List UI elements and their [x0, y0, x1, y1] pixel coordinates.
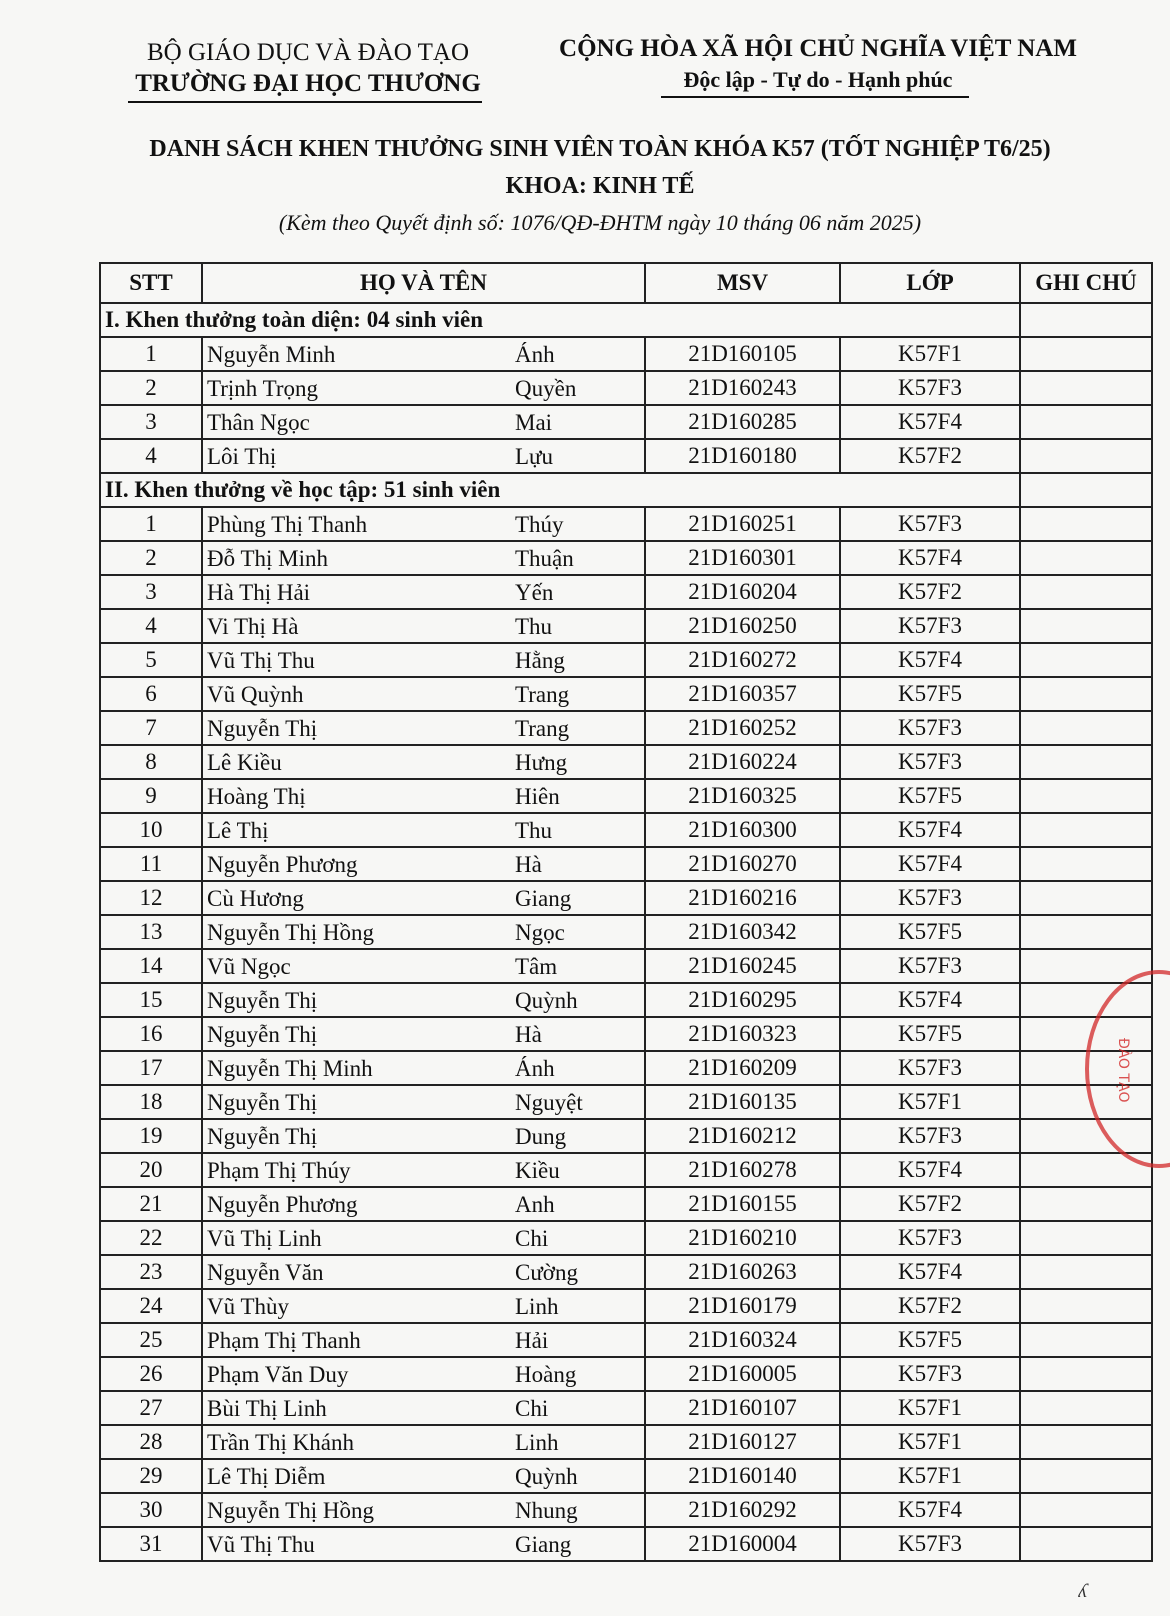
note-cell [1020, 1391, 1152, 1425]
stt-cell: 6 [100, 677, 202, 711]
note-cell [1020, 711, 1152, 745]
name-cell [202, 1493, 645, 1527]
student-id-cell: 21D160270 [645, 847, 840, 881]
class-cell: K57F4 [840, 1255, 1020, 1289]
family-name: Nguyễn Văn [207, 1260, 324, 1285]
name-cell [202, 1527, 645, 1561]
table-row [100, 1255, 1152, 1289]
family-name: Hà Thị Hải [207, 580, 311, 605]
family-name: Nguyễn Thị [207, 1124, 318, 1149]
table-row [100, 1017, 1152, 1051]
student-id-cell: 21D160179 [645, 1289, 840, 1323]
family-name: Lôi Thị [207, 444, 277, 469]
stt-cell: 8 [100, 745, 202, 779]
family-name: Phùng Thị Thanh [207, 512, 368, 537]
stt-cell: 24 [100, 1289, 202, 1323]
class-cell: K57F4 [840, 405, 1020, 439]
family-name: Vũ Thị Thu [207, 648, 315, 673]
family-name: Nguyễn Thị [207, 1090, 318, 1115]
name-cell [202, 371, 645, 405]
family-name: Đỗ Thị Minh [207, 546, 328, 571]
student-id-cell: 21D160285 [645, 405, 840, 439]
table-row [100, 575, 1152, 609]
name-cell [202, 1255, 645, 1289]
student-id-cell: 21D160250 [645, 609, 840, 643]
family-name: Nguyễn Phương [207, 852, 358, 877]
table-row [100, 439, 1152, 473]
class-cell: K57F3 [840, 711, 1020, 745]
note-cell [1020, 1459, 1152, 1493]
stt-cell: 11 [100, 847, 202, 881]
student-id-cell: 21D160209 [645, 1051, 840, 1085]
student-id-cell: 21D160107 [645, 1391, 840, 1425]
stt-cell: 10 [100, 813, 202, 847]
family-name: Hoàng Thị [207, 784, 306, 809]
student-id-cell: 21D160155 [645, 1187, 840, 1221]
name-cell [202, 439, 645, 473]
class-cell: K57F3 [840, 1357, 1020, 1391]
given-name: Linh [515, 1294, 559, 1319]
family-name: Lê Kiều [207, 750, 282, 775]
name-cell [202, 1119, 645, 1153]
stt-cell: 4 [100, 609, 202, 643]
given-name: Ngọc [515, 920, 565, 945]
header-left [128, 38, 488, 100]
stt-cell: 21 [100, 1187, 202, 1221]
student-id-cell: 21D160180 [645, 439, 840, 473]
table-row [100, 643, 1152, 677]
name-cell [202, 949, 645, 983]
class-cell: K57F1 [840, 1391, 1020, 1425]
name-cell [202, 575, 645, 609]
table-row [100, 1493, 1152, 1527]
given-name: Lựu [515, 444, 554, 469]
note-cell [1020, 745, 1152, 779]
name-cell [202, 1425, 645, 1459]
note-cell [1020, 405, 1152, 439]
name-cell [202, 1085, 645, 1119]
class-cell: K57F3 [840, 1051, 1020, 1085]
student-id-cell: 21D160272 [645, 643, 840, 677]
family-name: Lê Thị [207, 818, 269, 843]
family-name: Vũ Thị Thu [207, 1532, 315, 1557]
given-name: Trang [515, 716, 570, 741]
student-id-cell: 21D160135 [645, 1085, 840, 1119]
given-name: Giang [515, 1532, 572, 1557]
class-cell: K57F1 [840, 1459, 1020, 1493]
stamp-text: ĐÀO TẠO [1115, 1038, 1131, 1103]
table-row [100, 609, 1152, 643]
stt-cell: 4 [100, 439, 202, 473]
class-cell: K57F1 [840, 1425, 1020, 1459]
family-name: Nguyễn Thị [207, 1022, 318, 1047]
country-name: CỘNG HÒA XÃ HỘI CHỦ NGHĨA VIỆT NAM [559, 35, 1077, 62]
name-cell [202, 1357, 645, 1391]
stt-cell: 26 [100, 1357, 202, 1391]
given-name: Ánh [515, 1056, 555, 1081]
given-name: Kiều [515, 1158, 560, 1183]
note-cell [1020, 1357, 1152, 1391]
student-id-cell: 21D160301 [645, 541, 840, 575]
stt-cell: 17 [100, 1051, 202, 1085]
class-cell: K57F3 [840, 1119, 1020, 1153]
section-title: II. Khen thưởng về học tập: 51 sinh viên [100, 473, 1020, 507]
table-row [100, 1425, 1152, 1459]
name-cell [202, 677, 645, 711]
stt-cell: 25 [100, 1323, 202, 1357]
table-row [100, 949, 1152, 983]
stt-cell: 1 [100, 337, 202, 371]
student-id-cell: 21D160127 [645, 1425, 840, 1459]
stt-cell: 14 [100, 949, 202, 983]
note-cell [1020, 1425, 1152, 1459]
given-name: Hiên [515, 784, 560, 809]
given-name: Thu [515, 614, 553, 639]
student-id-cell: 21D160292 [645, 1493, 840, 1527]
class-cell: K57F5 [840, 779, 1020, 813]
family-name: Thân Ngọc [207, 410, 310, 435]
class-cell: K57F4 [840, 813, 1020, 847]
ministry-name: BỘ GIÁO DỤC VÀ ĐÀO TẠO [147, 39, 469, 66]
note-cell [1020, 337, 1152, 371]
student-id-cell: 21D160263 [645, 1255, 840, 1289]
family-name: Nguyễn Thị Minh [207, 1056, 373, 1081]
table-row [100, 1119, 1152, 1153]
stt-cell: 3 [100, 575, 202, 609]
table-row [100, 507, 1152, 541]
given-name: Trang [515, 682, 570, 707]
section-row [100, 473, 1152, 507]
name-cell [202, 813, 645, 847]
student-id-cell: 21D160140 [645, 1459, 840, 1493]
given-name: Thuận [515, 546, 574, 571]
given-name: Hải [515, 1328, 549, 1353]
given-name: Yến [515, 580, 554, 605]
note-cell [1020, 1221, 1152, 1255]
given-name: Mai [515, 410, 553, 435]
section-row [100, 303, 1152, 337]
class-cell: K57F1 [840, 337, 1020, 371]
note-cell [1020, 881, 1152, 915]
stt-cell: 12 [100, 881, 202, 915]
note-cell [1020, 1187, 1152, 1221]
given-name: Dung [515, 1124, 567, 1149]
student-id-cell: 21D160105 [645, 337, 840, 371]
table-row [100, 337, 1152, 371]
name-cell [202, 337, 645, 371]
given-name: Ánh [515, 342, 555, 367]
table-row [100, 1221, 1152, 1255]
table-row [100, 881, 1152, 915]
stt-cell: 16 [100, 1017, 202, 1051]
note-cell [1020, 1527, 1152, 1561]
university-underline [128, 101, 482, 103]
class-cell: K57F2 [840, 439, 1020, 473]
class-cell: K57F4 [840, 643, 1020, 677]
class-cell: K57F4 [840, 983, 1020, 1017]
name-cell [202, 405, 645, 439]
stt-cell: 15 [100, 983, 202, 1017]
header-stt: STT [100, 263, 202, 303]
name-cell [202, 507, 645, 541]
family-name: Vi Thị Hà [207, 614, 299, 639]
student-id-cell: 21D160212 [645, 1119, 840, 1153]
student-id-cell: 21D160324 [645, 1323, 840, 1357]
class-cell: K57F3 [840, 881, 1020, 915]
class-cell: K57F4 [840, 541, 1020, 575]
student-id-cell: 21D160323 [645, 1017, 840, 1051]
student-id-cell: 21D160216 [645, 881, 840, 915]
given-name: Hằng [515, 648, 565, 673]
note-cell [1020, 541, 1152, 575]
class-cell: K57F3 [840, 507, 1020, 541]
class-cell: K57F5 [840, 915, 1020, 949]
given-name: Quỳnh [515, 1464, 578, 1489]
given-name: Hưng [515, 750, 568, 775]
stt-cell: 22 [100, 1221, 202, 1255]
given-name: Nguyệt [515, 1090, 583, 1115]
name-cell [202, 779, 645, 813]
student-id-cell: 21D160204 [645, 575, 840, 609]
stt-cell: 18 [100, 1085, 202, 1119]
stt-cell: 28 [100, 1425, 202, 1459]
name-cell [202, 1153, 645, 1187]
table-row [100, 847, 1152, 881]
table-row [100, 745, 1152, 779]
stt-cell: 29 [100, 1459, 202, 1493]
header-right [548, 34, 1088, 96]
class-cell: K57F5 [840, 1017, 1020, 1051]
name-cell [202, 915, 645, 949]
family-name: Phạm Thị Thúy [207, 1158, 351, 1183]
table-row [100, 915, 1152, 949]
document-title: DANH SÁCH KHEN THƯỞNG SINH VIÊN TOÀN KHÓA K57 (TỐT NGHIỆP T6/25) [149, 136, 1051, 162]
name-cell [202, 1221, 645, 1255]
note-cell [1020, 779, 1152, 813]
initials-signature: ʎ [1078, 1580, 1087, 1602]
note-cell [1020, 1289, 1152, 1323]
name-cell [202, 609, 645, 643]
student-id-cell: 21D160278 [645, 1153, 840, 1187]
student-id-cell: 21D160300 [645, 813, 840, 847]
given-name: Thúy [515, 512, 564, 537]
given-name: Hà [515, 1022, 542, 1047]
class-cell: K57F4 [840, 847, 1020, 881]
award-list-table [99, 262, 1153, 1562]
class-cell: K57F5 [840, 1323, 1020, 1357]
class-cell: K57F3 [840, 371, 1020, 405]
class-cell: K57F3 [840, 949, 1020, 983]
name-cell [202, 1051, 645, 1085]
family-name: Nguyễn Minh [207, 342, 336, 367]
given-name: Quyền [515, 376, 577, 401]
family-name: Nguyễn Thị [207, 988, 318, 1013]
table-row [100, 711, 1152, 745]
given-name: Linh [515, 1430, 559, 1455]
section-title: I. Khen thưởng toàn diện: 04 sinh viên [100, 303, 1020, 337]
header-name: HỌ VÀ TÊN [202, 263, 645, 303]
family-name: Nguyễn Thị Hồng [207, 920, 374, 945]
family-name: Cù Hương [207, 886, 304, 911]
note-cell [1020, 609, 1152, 643]
given-name: Chi [515, 1396, 549, 1421]
name-cell [202, 1323, 645, 1357]
student-id-cell: 21D160224 [645, 745, 840, 779]
student-id-cell: 21D160004 [645, 1527, 840, 1561]
stt-cell: 1 [100, 507, 202, 541]
stt-cell: 2 [100, 541, 202, 575]
family-name: Nguyễn Phương [207, 1192, 358, 1217]
family-name: Bùi Thị Linh [207, 1396, 327, 1421]
stt-cell: 31 [100, 1527, 202, 1561]
family-name: Vũ Thùy [207, 1294, 289, 1319]
table-row [100, 1391, 1152, 1425]
given-name: Thu [515, 818, 553, 843]
stt-cell: 5 [100, 643, 202, 677]
given-name: Chi [515, 1226, 549, 1251]
note-cell [1020, 847, 1152, 881]
family-name: Trịnh Trọng [207, 376, 319, 401]
note-cell [1020, 915, 1152, 949]
motto-underline [661, 96, 969, 98]
table-row [100, 1187, 1152, 1221]
student-id-cell: 21D160357 [645, 677, 840, 711]
name-cell [202, 881, 645, 915]
note-cell [1020, 677, 1152, 711]
family-name: Lê Thị Diễm [207, 1464, 326, 1489]
student-id-cell: 21D160325 [645, 779, 840, 813]
given-name: Tâm [515, 954, 558, 979]
table-row [100, 1357, 1152, 1391]
name-cell [202, 1017, 645, 1051]
stt-cell: 23 [100, 1255, 202, 1289]
stt-cell: 9 [100, 779, 202, 813]
family-name: Phạm Văn Duy [207, 1362, 349, 1387]
national-motto: Độc lập - Tự do - Hạnh phúc [683, 67, 953, 92]
note-cell [1020, 813, 1152, 847]
stt-cell: 2 [100, 371, 202, 405]
header-class: LỚP [840, 263, 1020, 303]
note-cell [1020, 1255, 1152, 1289]
class-cell: K57F4 [840, 1493, 1020, 1527]
given-name: Giang [515, 886, 572, 911]
stt-cell: 27 [100, 1391, 202, 1425]
table-row [100, 983, 1152, 1017]
given-name: Hoàng [515, 1362, 577, 1387]
table-row [100, 813, 1152, 847]
class-cell: K57F2 [840, 575, 1020, 609]
note-cell [1020, 575, 1152, 609]
header-msv: MSV [645, 263, 840, 303]
table-row [100, 1051, 1152, 1085]
student-id-cell: 21D160245 [645, 949, 840, 983]
table-row [100, 677, 1152, 711]
note-cell [1020, 439, 1152, 473]
student-id-cell: 21D160210 [645, 1221, 840, 1255]
given-name: Quỳnh [515, 988, 578, 1013]
note-cell [1020, 1493, 1152, 1527]
class-cell: K57F3 [840, 1527, 1020, 1561]
note-cell [1020, 643, 1152, 677]
table-row [100, 371, 1152, 405]
family-name: Nguyễn Thị Hồng [207, 1498, 374, 1523]
table-row [100, 1323, 1152, 1357]
class-cell: K57F3 [840, 745, 1020, 779]
university-name: TRƯỜNG ĐẠI HỌC THƯƠNG [135, 70, 481, 97]
name-cell [202, 711, 645, 745]
family-name: Vũ Ngọc [207, 954, 291, 979]
family-name: Nguyễn Thị [207, 716, 318, 741]
class-cell: K57F3 [840, 1221, 1020, 1255]
class-cell: K57F5 [840, 677, 1020, 711]
stt-cell: 7 [100, 711, 202, 745]
family-name: Vũ Quỳnh [207, 682, 304, 707]
note-cell [1020, 507, 1152, 541]
name-cell [202, 541, 645, 575]
student-id-cell: 21D160005 [645, 1357, 840, 1391]
student-id-cell: 21D160342 [645, 915, 840, 949]
name-cell [202, 643, 645, 677]
class-cell: K57F2 [840, 1289, 1020, 1323]
name-cell [202, 1289, 645, 1323]
class-cell: K57F1 [840, 1085, 1020, 1119]
stt-cell: 20 [100, 1153, 202, 1187]
table-row [100, 779, 1152, 813]
table-row [100, 1153, 1152, 1187]
faculty-title: KHOA: KINH TẾ [505, 173, 695, 199]
table-row [100, 1085, 1152, 1119]
table-header-row [100, 263, 1152, 303]
family-name: Trần Thị Khánh [207, 1430, 354, 1455]
stt-cell: 13 [100, 915, 202, 949]
table-row [100, 1527, 1152, 1561]
name-cell [202, 1459, 645, 1493]
given-name: Cường [515, 1260, 578, 1285]
student-id-cell: 21D160243 [645, 371, 840, 405]
given-name: Hà [515, 852, 542, 877]
table-row [100, 405, 1152, 439]
name-cell [202, 1187, 645, 1221]
note-cell [1020, 473, 1152, 507]
stt-cell: 30 [100, 1493, 202, 1527]
given-name: Anh [515, 1192, 555, 1217]
name-cell [202, 847, 645, 881]
note-cell [1020, 1323, 1152, 1357]
note-cell [1020, 303, 1152, 337]
student-id-cell: 21D160295 [645, 983, 840, 1017]
stt-cell: 3 [100, 405, 202, 439]
name-cell [202, 745, 645, 779]
family-name: Phạm Thị Thanh [207, 1328, 361, 1353]
class-cell: K57F2 [840, 1187, 1020, 1221]
table-row [100, 1289, 1152, 1323]
given-name: Nhung [515, 1498, 578, 1523]
student-id-cell: 21D160251 [645, 507, 840, 541]
name-cell [202, 1391, 645, 1425]
name-cell [202, 983, 645, 1017]
student-id-cell: 21D160252 [645, 711, 840, 745]
class-cell: K57F4 [840, 1153, 1020, 1187]
decision-reference: (Kèm theo Quyết định số: 1076/QĐ-ĐHTM ngày 10 tháng 06 năm 2025) [278, 210, 922, 235]
table-row [100, 541, 1152, 575]
table-row [100, 1459, 1152, 1493]
stt-cell: 19 [100, 1119, 202, 1153]
family-name: Vũ Thị Linh [207, 1226, 322, 1251]
header-note: GHI CHÚ [1020, 263, 1152, 303]
note-cell [1020, 371, 1152, 405]
class-cell: K57F3 [840, 609, 1020, 643]
